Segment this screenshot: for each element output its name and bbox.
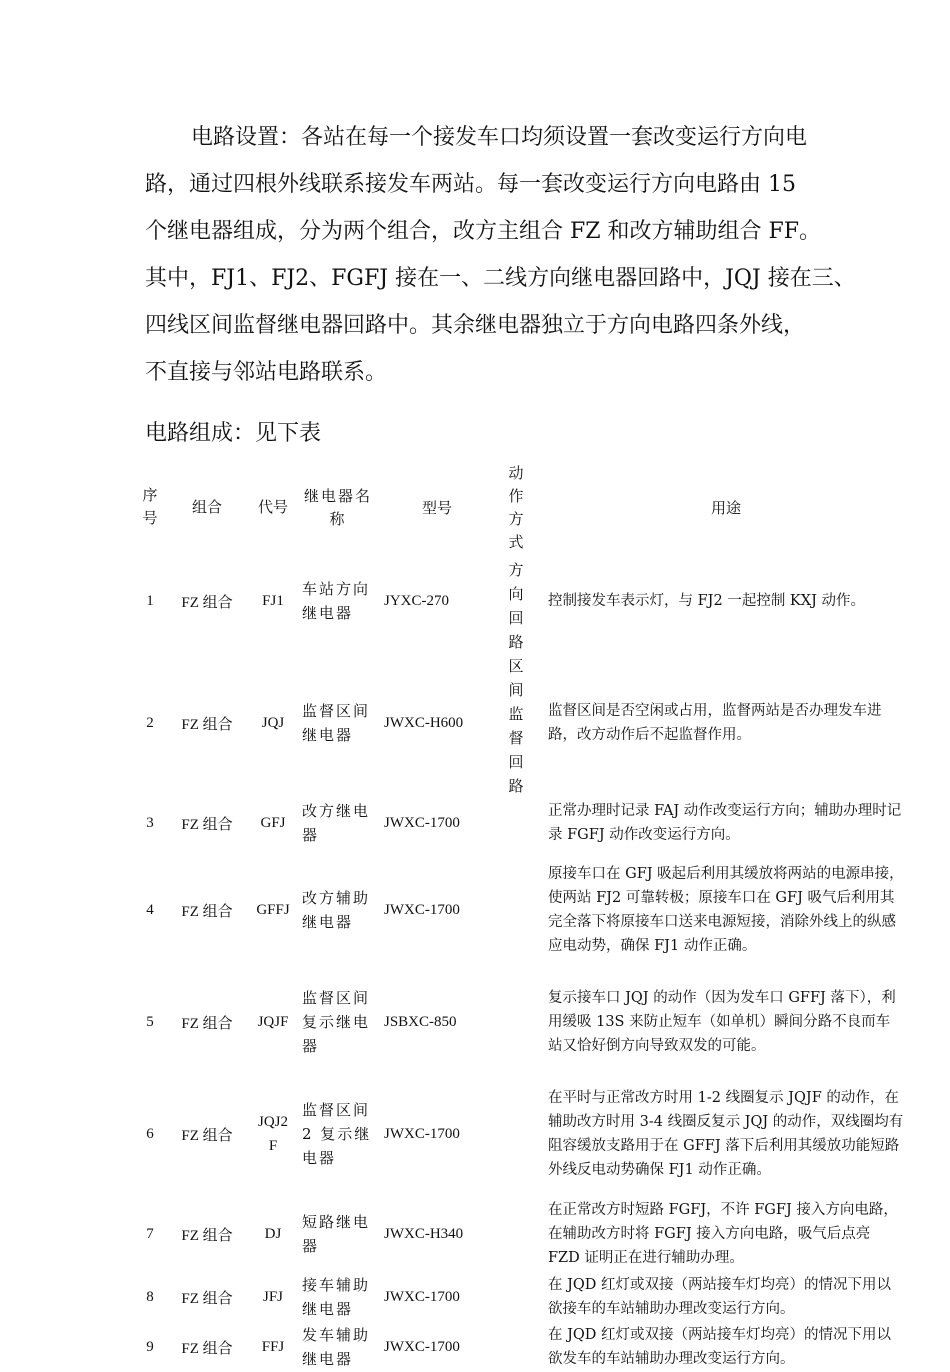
cell-action [490,1196,542,1272]
header-use: 用途 [710,498,741,517]
cell-type: JWXC-1700 [384,814,460,831]
cell-no: 7 [146,1225,154,1242]
header-action: 动作方式 [508,464,524,551]
cell-type: JWXC-1700 [384,1338,460,1355]
cell-no: 2 [146,714,154,731]
cell-name: 监督区间复示继电器 [302,989,371,1055]
cell-code: JQJ [261,714,285,731]
cell-use: 在平时与正常改方时用 1-2 线圈复示 JQJF 的动作，在辅助改方时用 3-4 线圈反复示 JQJ 的动作，双线圈均有阻容缓放支路用于在 GFFJ 落下后利用其缓放功能短路外线反电动势确保 FJ1 动作正确。 [548,1090,904,1178]
cell-code: JQJ2F [257,1114,288,1154]
cell-code: JQJF [257,1013,289,1030]
relay-table [134,462,904,1372]
header-type: 型号 [421,498,452,517]
intro-line: 其中，FJ1、FJ2、FGFJ 接在一、二线方向继电器回路中，JQJ 接在三、 [145,266,856,291]
cell-action [490,1322,542,1372]
table-row [134,1196,904,1272]
table-row [134,798,904,848]
cell-code: JFJ [262,1288,284,1305]
cell-use: 原接车口在 GFJ 吸起后利用其缓放将两站的电源串接，使两站 FJ2 可靠转极；原接车口在 GFJ 吸气后利用其完全落下将原接车口送来电源短接，消除外线上的纵感应电动势，确保 FJ1 动作正确。 [548,866,904,954]
cell-use: 复示接车口 JQJ 的动作（因为发车口 GFFJ 落下），利用缓吸 13S 来防止短车（如单机）瞬间分路不良而车站又恰好倒方向导致双发的可能。 [548,990,896,1054]
cell-type: JSBXC-850 [384,1013,457,1030]
cell-action [490,1272,542,1322]
cell-action [490,1072,542,1196]
intro-line: 不直接与邻站电路联系。 [145,360,388,385]
intro-line: 路，通过四根外线联系接发车两站。每一套改变运行方向电路由 15 [145,172,796,197]
header-name: 继电器名称 [303,487,372,528]
header-no: 序号 [142,488,158,527]
cell-group: FZ 组合 [181,1290,233,1307]
cell-code: FJ1 [262,592,284,609]
cell-name: 监督区间2 复示继电器 [302,1101,372,1167]
cell-use: 在正常改方时短路 FGFJ，不许 FGFJ 接入方向电路，在辅助改方时将 FGFJ 接入方向电路，吸气后点亮 FZD 证明正在进行辅助办理。 [548,1202,898,1266]
cell-group: FZ 组合 [181,1227,233,1244]
cell-code: GFFJ [256,901,290,918]
cell-no: 1 [146,592,154,609]
cell-no: 3 [146,814,154,831]
cell-action [490,972,542,1072]
cell-code: FFJ [261,1338,285,1355]
cell-use: 控制接发车表示灯，与 FJ2 一起控制 KXJ 动作。 [548,593,866,610]
cell-group: FZ 组合 [181,816,233,833]
cell-group: FZ 组合 [181,1015,233,1032]
cell-name: 改方辅助继电器 [302,889,371,931]
cell-group: FZ 组合 [181,594,233,611]
cell-name: 短路继电器 [302,1213,371,1255]
cell-no: 8 [146,1288,154,1305]
cell-use: 在 JQD 红灯或双接（两站接车灯均亮）的情况下用以欲发车的车站辅助办理改变运行方向。 [548,1327,892,1367]
cell-no: 9 [146,1338,154,1355]
cell-action-merged: 方向回路区间监督回路 [508,561,524,795]
table-row [134,1072,904,1196]
cell-group: FZ 组合 [181,1127,233,1144]
intro-line: 四线区间监督继电器回路中。其余继电器独立于方向电路四条外线， [145,313,806,338]
intro-paragraph [145,114,856,396]
cell-no: 4 [146,901,154,918]
cell-use: 正常办理时记录 FAJ 动作改变运行方向；辅助办理时记录 FGFJ 动作改变运行方向。 [548,803,902,843]
table-row [134,972,904,1072]
table-row [134,1272,904,1322]
cell-group: FZ 组合 [181,716,233,733]
table-row [134,1322,904,1372]
cell-use: 监督区间是否空闲或占用，监督两站是否办理发车进路，改方动作后不起监督作用。 [548,703,882,744]
cell-type: JWXC-1700 [384,1288,460,1305]
cell-type: JWXC-1700 [384,901,460,918]
cell-name: 车站方向继电器 [302,580,371,623]
cell-name: 发车辅助继电器 [302,1326,371,1368]
table-header-row [134,462,904,554]
cell-code: DJ [264,1225,282,1242]
cell-group: FZ 组合 [181,903,233,920]
cell-type: JWXC-H340 [384,1225,464,1242]
cell-name: 监督区间继电器 [302,702,371,745]
cell-type: JWXC-H600 [384,714,464,731]
cell-no: 5 [146,1013,154,1030]
cell-type: JWXC-1700 [384,1125,460,1142]
table-row [134,554,904,648]
table-caption: 电路组成：见下表 [145,421,322,446]
header-group: 组合 [191,499,222,516]
cell-no: 6 [146,1125,154,1142]
header-code: 代号 [257,499,288,516]
cell-action [490,798,542,848]
intro-line: 电路设置：各站在每一个接发车口均须设置一套改变运行方向电 [191,125,808,150]
cell-action [490,848,542,972]
cell-use: 在 JQD 红灯或双接（两站接车灯均亮）的情况下用以欲接车的车站辅助办理改变运行方向。 [548,1277,892,1317]
cell-name: 接车辅助继电器 [302,1276,371,1318]
intro-line: 个继电器组成，分为两个组合，改方主组合 FZ 和改方辅助组合 FF。 [145,219,822,244]
cell-name: 改方继电器 [302,802,371,844]
table-row [134,848,904,972]
cell-code: GFJ [260,814,286,831]
cell-type: JYXC-270 [384,592,450,609]
cell-group: FZ 组合 [181,1340,233,1357]
